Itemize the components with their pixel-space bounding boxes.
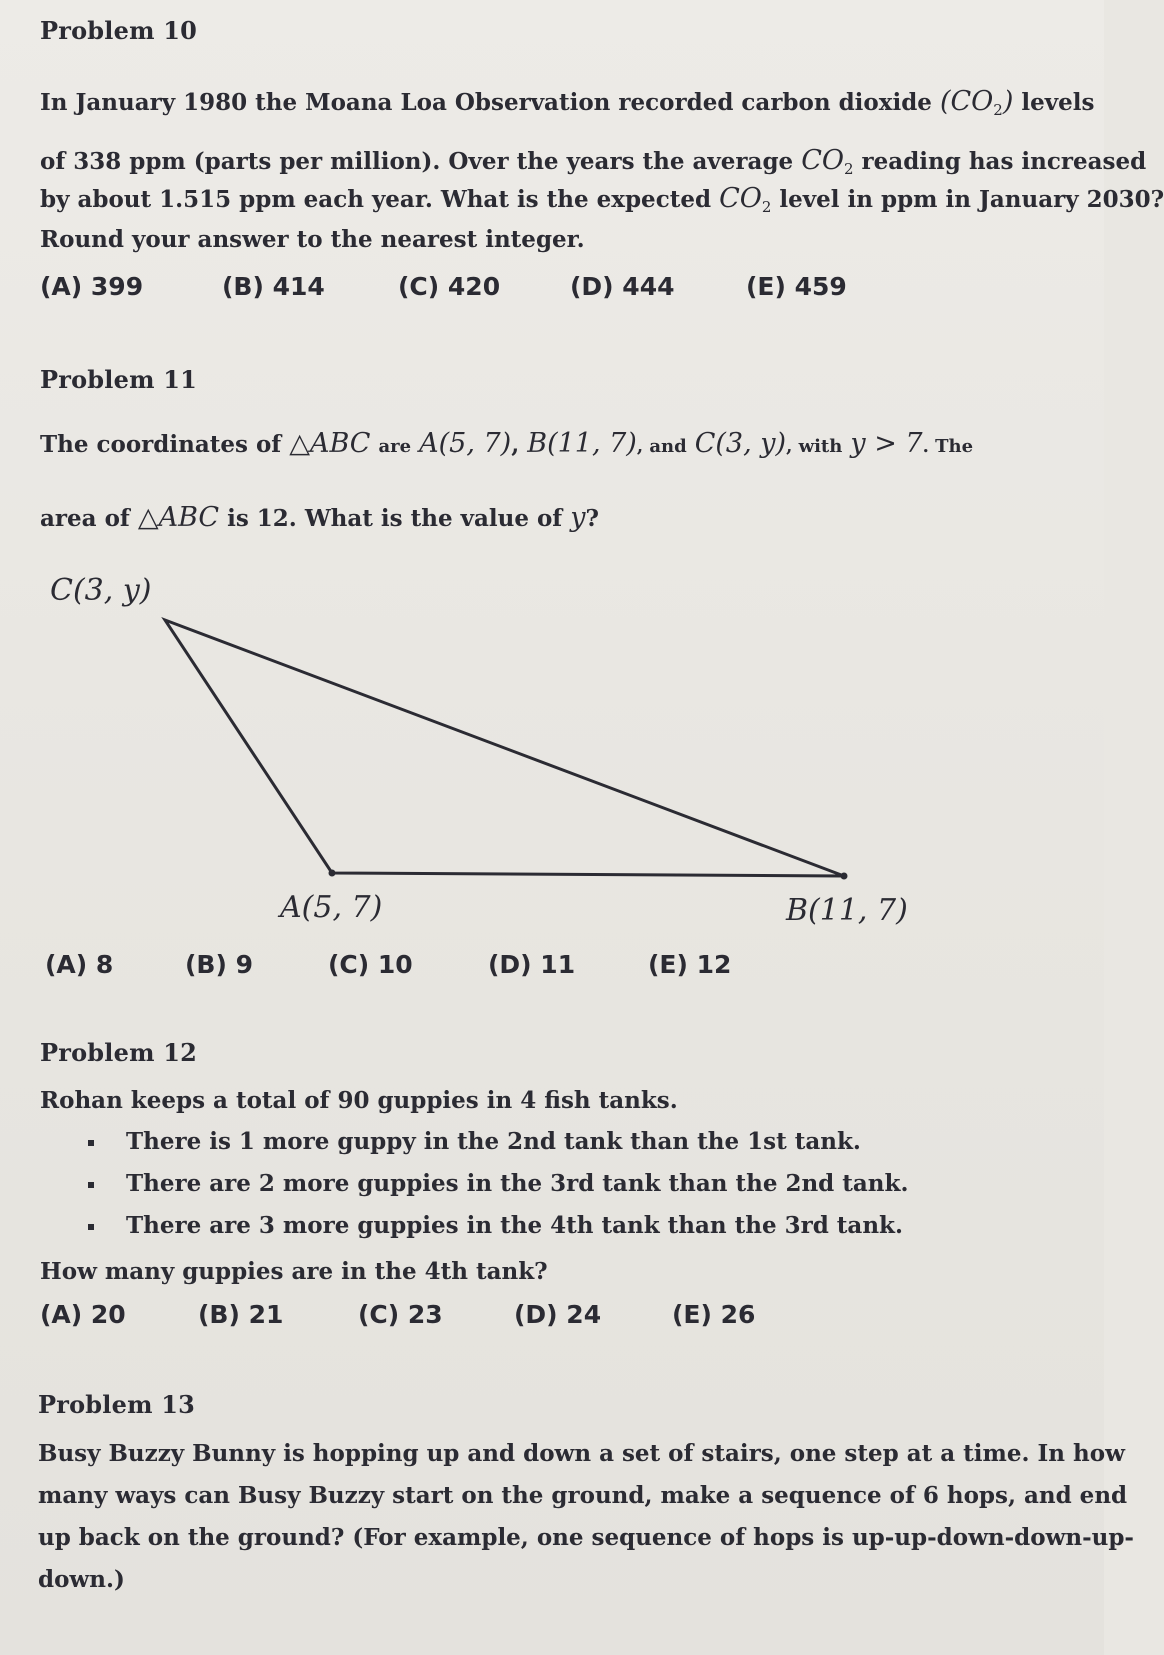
- p10-line-4: Round your answer to the nearest integer.: [40, 226, 585, 253]
- p10-line-1-text: In January 1980 the Moana Loa Observation recorded carbon dioxide: [40, 89, 932, 116]
- p13-line-2: many ways can Busy Buzzy start on the ground, make a sequence of 6 hops, and end: [38, 1482, 1128, 1509]
- point-b-dot: [841, 873, 848, 880]
- co2-formula: $(CO_2)$: [939, 86, 1014, 119]
- p10-choice-e[interactable]: (E) 459: [746, 272, 847, 301]
- p10-line-1: [40, 86, 1094, 119]
- label-a: A(5, 7): [280, 890, 383, 925]
- triangle-abc-2: △ABC: [137, 502, 220, 533]
- triangle-abc: △ABC: [289, 428, 371, 459]
- co2-formula-3: $CO_2$: [719, 183, 772, 216]
- bullet-icon: [88, 1140, 94, 1146]
- p11-line-1: The coordinates of △ABC are A(5, 7), B(11, 7), and C(3, y), with y > 7. The: [40, 428, 974, 459]
- p10-line-2: of 338 ppm (parts per million). Over the years the average $CO_2$ reading has increased: [40, 145, 1147, 178]
- point-a-dot: [329, 870, 336, 877]
- p12-question: How many guppies are in the 4th tank?: [40, 1258, 548, 1285]
- bullet-icon: [88, 1224, 94, 1230]
- p10-line-3: by about 1.515 ppm each year. What is the expected $CO_2$ level in ppm in January 2030?: [40, 183, 1164, 216]
- p10-choice-a[interactable]: (A) 399: [40, 272, 144, 301]
- p12-choice-c[interactable]: (C) 23: [358, 1300, 443, 1329]
- p10-choice-c[interactable]: (C) 420: [398, 272, 501, 301]
- problem-12-title: Problem 12: [40, 1038, 198, 1067]
- p12-bullet-3: There are 3 more guppies in the 4th tank than the 3rd tank.: [88, 1212, 903, 1239]
- p11-choice-e[interactable]: (E) 12: [648, 950, 732, 979]
- p10-choice-d[interactable]: (D) 444: [570, 272, 675, 301]
- p11-choice-d[interactable]: (D) 11: [488, 950, 576, 979]
- p10-line-1-end: levels: [1021, 89, 1095, 116]
- p11-choice-b[interactable]: (B) 9: [185, 950, 254, 979]
- problem-13-title: Problem 13: [38, 1390, 196, 1419]
- p13-line-4: down.): [38, 1566, 125, 1593]
- triangle-shape: [165, 620, 844, 876]
- triangle-figure: [0, 560, 1104, 980]
- problem-11-title: Problem 11: [40, 365, 198, 394]
- p12-choice-e[interactable]: (E) 26: [672, 1300, 756, 1329]
- co2-formula-2: $CO_2$: [801, 145, 854, 178]
- p13-line-3: up back on the ground? (For example, one sequence of hops is up-up-down-down-up-: [38, 1524, 1134, 1551]
- p10-choice-b[interactable]: (B) 414: [222, 272, 325, 301]
- p11-choice-a[interactable]: (A) 8: [45, 950, 114, 979]
- p12-choice-b[interactable]: (B) 21: [198, 1300, 284, 1329]
- p12-bullet-2: There are 2 more guppies in the 3rd tank than the 2nd tank.: [88, 1170, 908, 1197]
- p12-intro: Rohan keeps a total of 90 guppies in 4 fish tanks.: [40, 1087, 678, 1114]
- problem-10-title: Problem 10: [40, 16, 198, 45]
- label-c: C(3, y): [50, 573, 152, 608]
- label-b: B(11, 7): [786, 893, 908, 928]
- p12-choice-d[interactable]: (D) 24: [514, 1300, 602, 1329]
- bullet-icon: [88, 1182, 94, 1188]
- p13-line-1: Busy Buzzy Bunny is hopping up and down a set of stairs, one step at a time. In how: [38, 1440, 1125, 1467]
- p12-bullet-1: There is 1 more guppy in the 2nd tank than the 1st tank.: [88, 1128, 861, 1155]
- p12-choice-a[interactable]: (A) 20: [40, 1300, 126, 1329]
- p11-line-2: area of △ABC is 12. What is the value of y?: [40, 502, 599, 533]
- p11-choice-c[interactable]: (C) 10: [328, 950, 413, 979]
